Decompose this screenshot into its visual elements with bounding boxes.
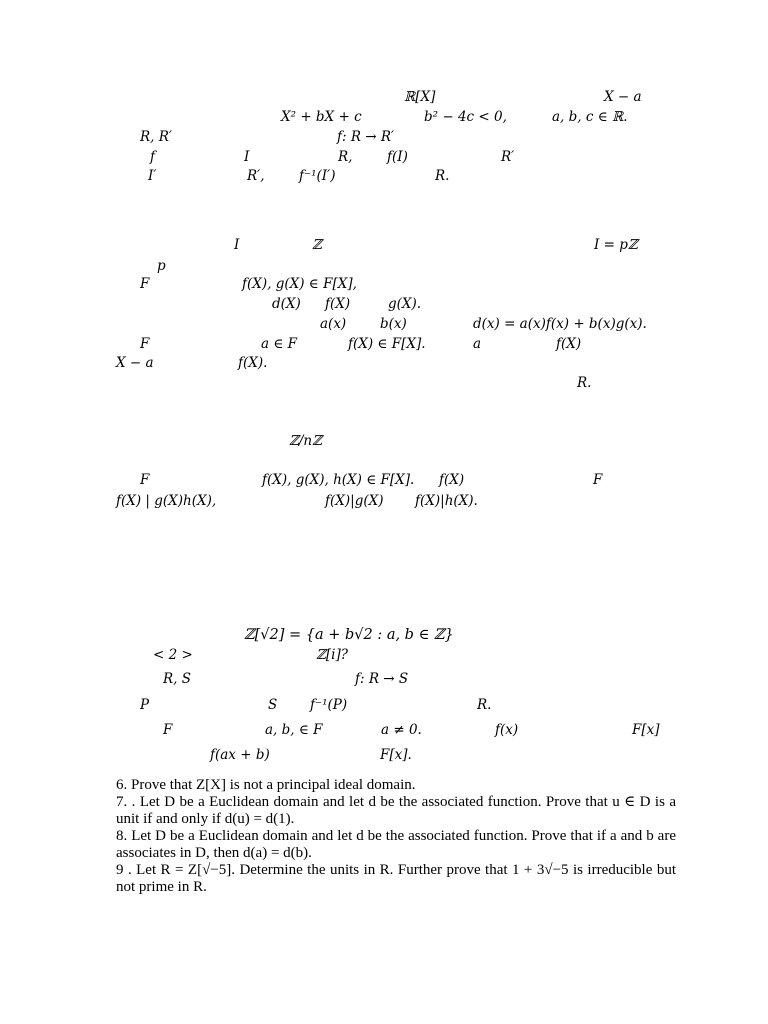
math-ring-s: S (268, 697, 278, 713)
math-dx: d(X) (272, 296, 301, 312)
math-ring-r-3: R. (577, 375, 592, 391)
math-gx: g(X). (388, 296, 422, 312)
math-field-f-4: F (593, 472, 603, 488)
math-discriminant: b² − 4c < 0, (424, 109, 507, 125)
math-rings: R, R′ (140, 129, 172, 145)
problem-7: 7. . Let D be a Euclidean domain and let d be the associated function. Prove that u ∈ D is a unit if and only if d(u) = d(1). (116, 794, 676, 827)
math-fx-in-fx: f(X) ∈ F[X]. (348, 336, 426, 352)
math-ring-r-4: R. (477, 697, 492, 713)
math-divides-h: f(X)|h(X). (415, 493, 478, 509)
math-ideal-iprime: I′ (148, 168, 157, 184)
math-ab-in-f: a, b, ∈ F (265, 722, 323, 738)
math-field-f-3: F (140, 472, 150, 488)
math-homomorphism: f: R → R′ (337, 129, 395, 145)
math-field-f-2: F (140, 336, 150, 352)
math-ax: a(x) (320, 316, 347, 332)
problem-list (116, 777, 676, 896)
math-a-in-f: a ∈ F (261, 336, 297, 352)
math-ideal-i: I (244, 149, 250, 165)
math-field-f-5: F (163, 722, 173, 738)
problem-9: 9 . Let R = Z[√−5]. Determine the units in R. Further prove that 1 + 3√−5 is irreducible but not prime in R. (116, 862, 676, 895)
math-preimage: f⁻¹(I′) (299, 168, 336, 184)
math-bezout: d(x) = a(x)f(x) + b(x)g(x). (473, 316, 647, 332)
math-fx-3: f(X). (238, 355, 268, 371)
math-field-f: F (140, 276, 150, 292)
math-integers: ℤ (312, 237, 322, 253)
math-ring-r: R, (338, 149, 353, 165)
math-p: p (157, 258, 166, 274)
math-fx-2: f(X) (556, 336, 582, 352)
problem-8: 8. Let D be a Euclidean domain and let d be the associated function. Prove that if a and b are associates in D, then d(a) = d(b). (116, 828, 676, 861)
math-ring-rprime: R′ (501, 149, 515, 165)
math-ring-rprime-2: R′, (247, 168, 265, 184)
math-ideal-i-2: I (234, 237, 240, 253)
math-gaussian-integers: ℤ[i]? (316, 647, 348, 663)
math-rings-rs: R, S (163, 671, 191, 687)
math-ring-rx: ℝ[X] (404, 89, 436, 105)
problem-6: 6. Prove that Z[X] is not a principal ideal domain. (116, 777, 416, 793)
math-zn: ℤ/nℤ (289, 433, 322, 449)
math-quadratic: X² + bX + c (281, 109, 362, 125)
math-a: a (473, 336, 482, 352)
math-fx-4: f(X) (439, 472, 465, 488)
math-linear-factor-2: X − a (116, 355, 154, 371)
math-f: f (150, 149, 155, 165)
math-ring-r-2: R. (435, 168, 450, 184)
math-fx: f(X) (325, 296, 351, 312)
math-image: f(I) (387, 149, 408, 165)
math-poly-ring: F[x] (632, 722, 660, 738)
math-coefficients: a, b, c ∈ ℝ. (552, 109, 628, 125)
math-polynomials: f(X), g(X) ∈ F[X], (242, 276, 357, 292)
math-fx-5: f(x) (495, 722, 519, 738)
math-polynomials-3: f(X), g(X), h(X) ∈ F[X]. (262, 472, 415, 488)
math-preimage-p: f⁻¹(P) (310, 697, 348, 713)
math-f-ax-b: f(ax + b) (210, 747, 270, 763)
math-poly-ring-2: F[x]. (380, 747, 412, 763)
math-generator-2: < 2 > (153, 647, 193, 663)
math-pz: I = pℤ (594, 237, 638, 253)
math-bx: b(x) (380, 316, 407, 332)
math-linear-factor: X − a (604, 89, 642, 105)
math-divides-g: f(X)|g(X) (325, 493, 384, 509)
math-z-sqrt2: ℤ[√2] = {a + b√2 : a, b ∈ ℤ} (244, 627, 454, 643)
math-map-rs: f: R → S (355, 671, 409, 687)
math-divides-product: f(X) | g(X)h(X), (116, 493, 217, 509)
math-prime-p: P (140, 697, 150, 713)
math-a-nonzero: a ≠ 0. (381, 722, 422, 738)
